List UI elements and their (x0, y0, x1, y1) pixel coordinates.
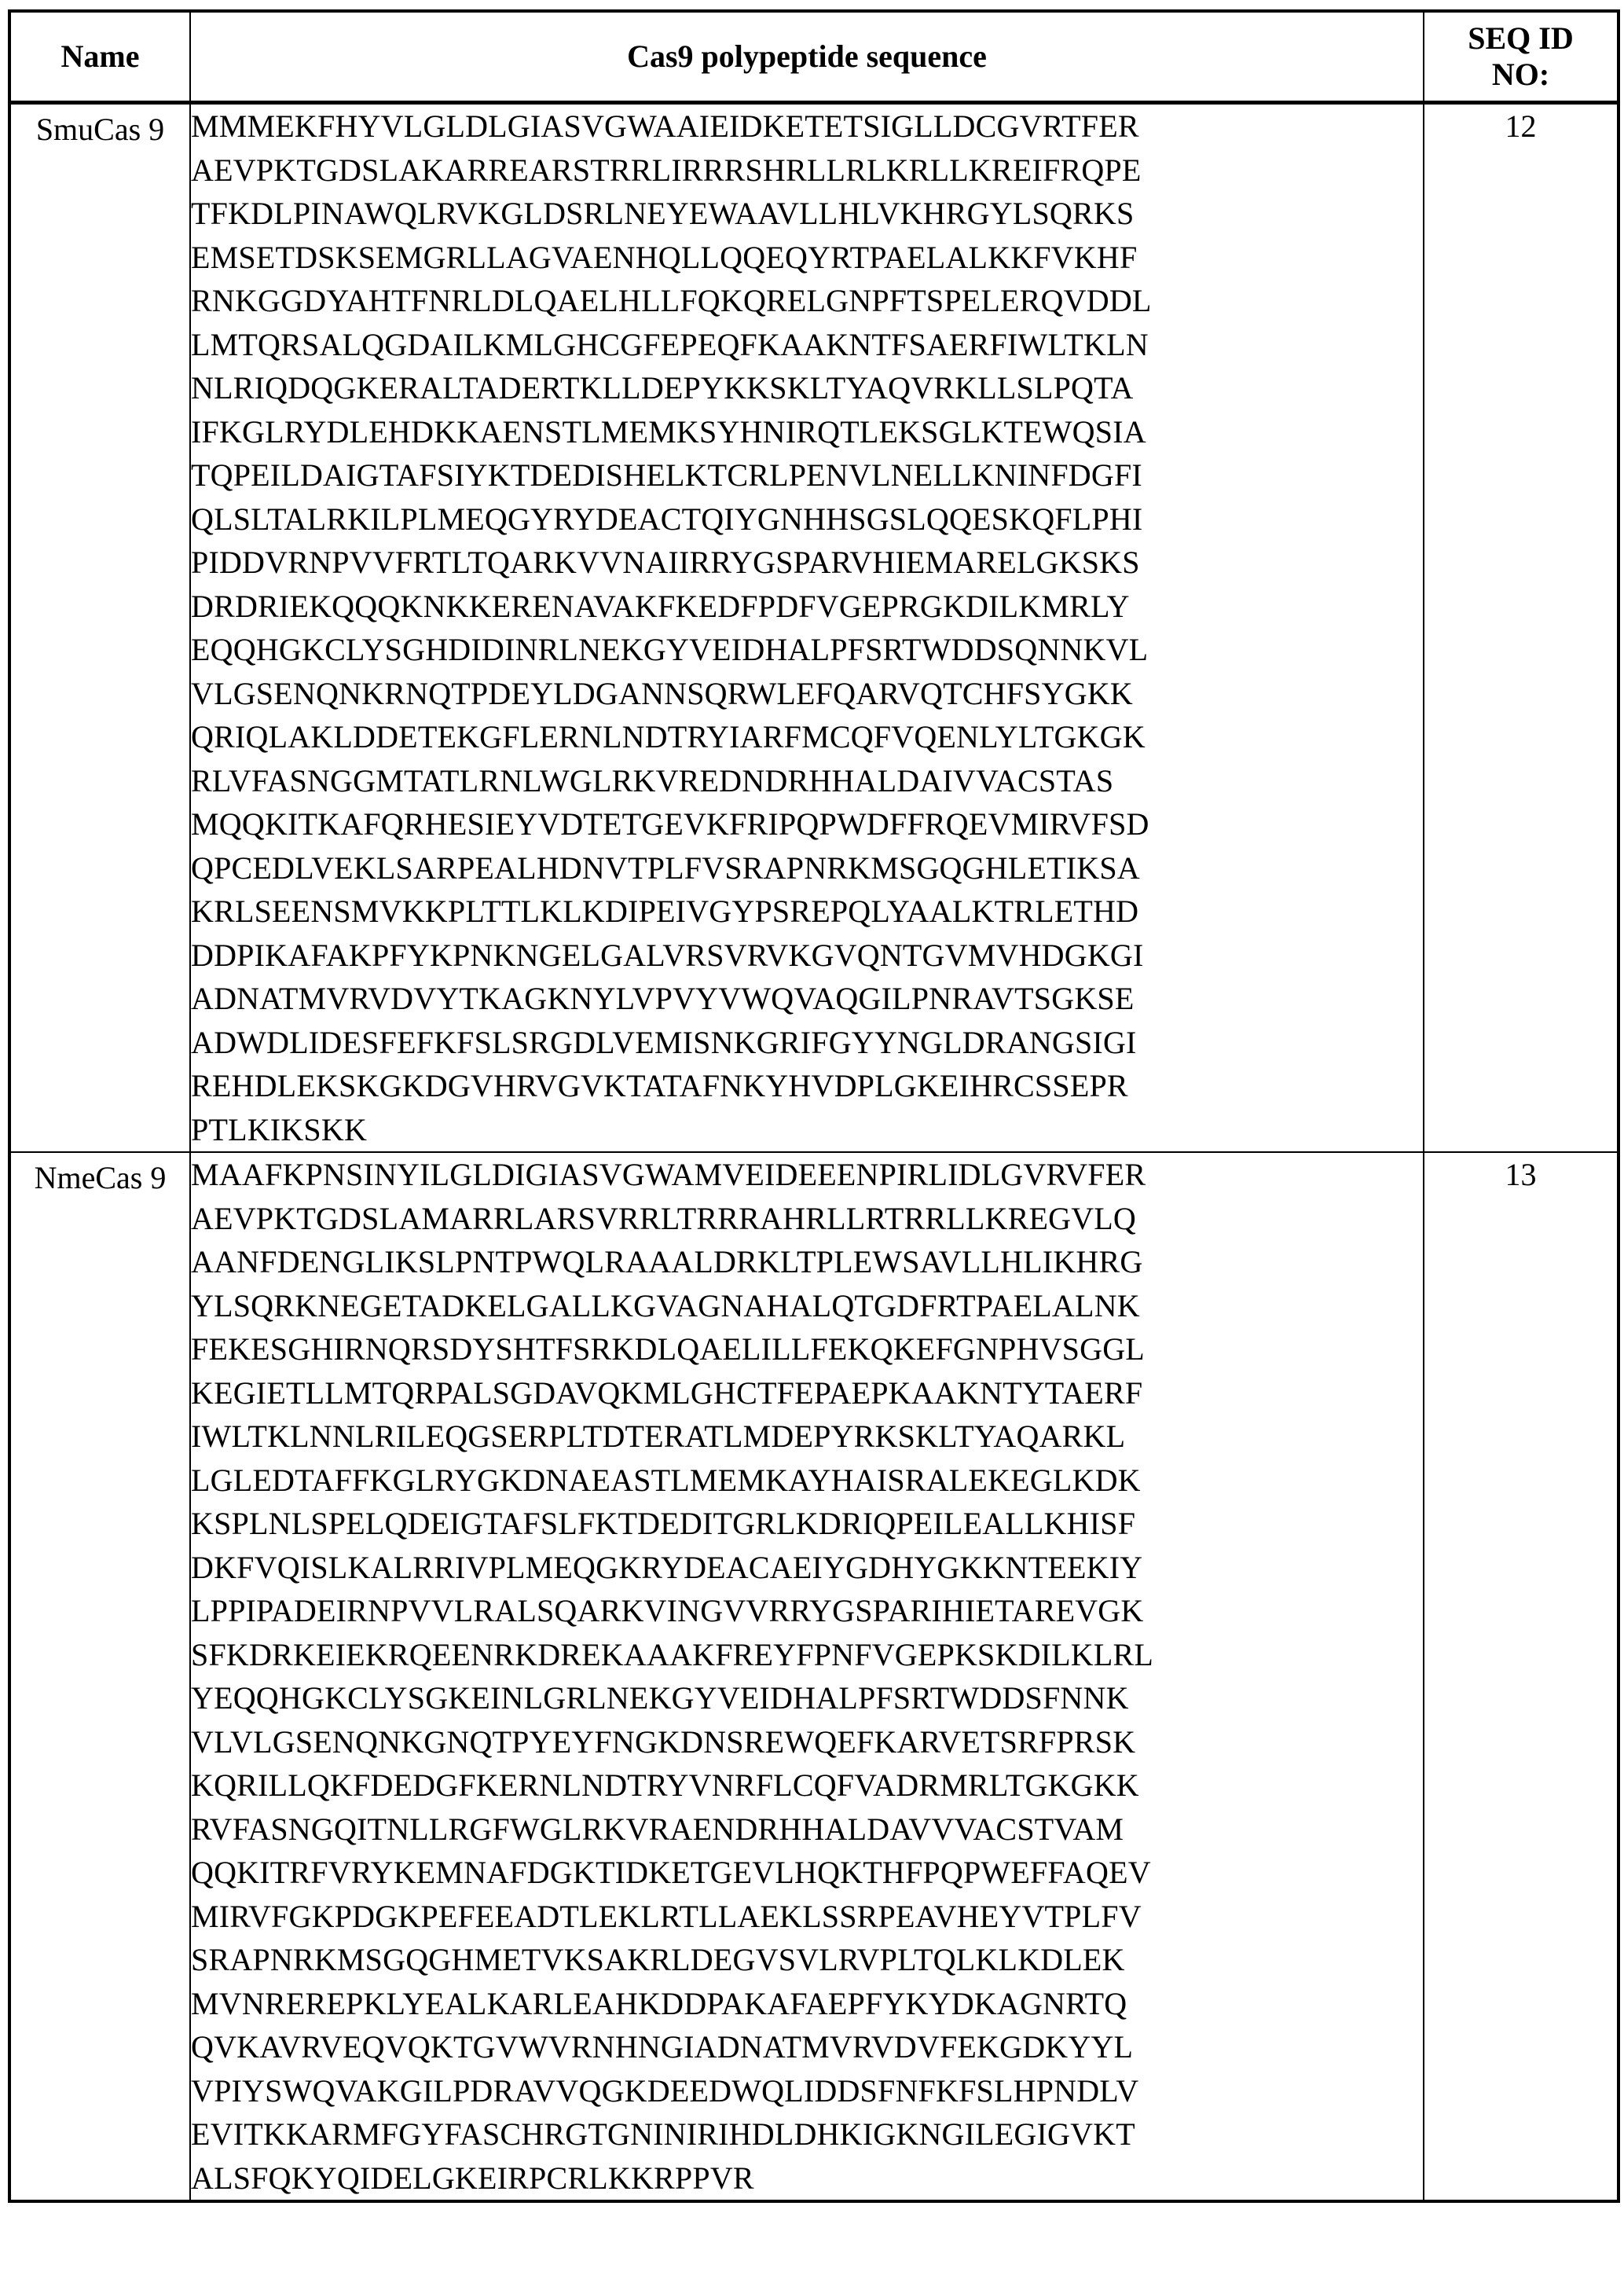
sequence-line: KRLSEENSMVKKPLTTLKLKDIPEIVGYPSREPQLYAALKTRLETHD (191, 894, 1139, 929)
sequence-line: NLRIQDQGKERALTADERTKLLDEPYKKSKLTYAQVRKLLSLPQTA (191, 370, 1134, 406)
sequence-line: QQKITRFVRYKEMNAFDGKTIDKETGEVLHQKTHFPQPWEFFAQEV (191, 1855, 1151, 1890)
sequence-line: DDPIKAFAKPFYKPNKNGELGALVRSVRVKGVQNTGVMVHDGKGI (191, 937, 1144, 973)
sequence-line: QLSLTALRKILPLMEQGYRYDEACTQIYGNHHSGSLQQESKQFLPHI (191, 501, 1143, 537)
sequence-line: AEVPKTGDSLAMARRLARSVRRLTRRRAHRLLRTRRLLKREGVLQ (191, 1200, 1137, 1236)
sequence-line: KSPLNLSPELQDEIGTAFSLFKTDEDITGRLKDRIQPEILEALLKHISF (191, 1506, 1136, 1541)
protein-name: SmuCas 9 (9, 103, 190, 1153)
seq-id-number: 13 (1424, 1152, 1619, 2201)
sequence-line: AANFDENGLIKSLPNTPWQLRAAALDRKLTPLEWSAVLLHLIKHRG (191, 1244, 1143, 1279)
sequence-line: QVKAVRVEQVQKTGVWVRNHNGIADNATMVRVDVFEKGDKYYL (191, 2029, 1134, 2065)
sequence-line: RNKGGDYAHTFNRLDLQAELHLLFQKQRELGNPFTSPELERQVDDL (191, 283, 1152, 318)
sequence-line: YLSQRKNEGETADKELGALLKGVAGNAHALQTGDFRTPAELALNK (191, 1287, 1140, 1323)
sequence-line: DRDRIEKQQQKNKKERENAVAKFKEDFPDFVGEPRGKDILKMRLY (191, 588, 1130, 624)
sequence-line: SFKDRKEIEKRQEENRKDREKAAAKFREYFPNFVGEPKSKDILKLRL (191, 1636, 1154, 1672)
cas9-sequence-table (8, 9, 1620, 2203)
sequence-line: VPIYSWQVAKGILPDRAVVQGKDEEDWQLIDDSFNFKFSLHPNDLV (191, 2072, 1139, 2109)
sequence-line: KQRILLQKFDEDGFKERNLNDTRYVNRFLCQFVADRMRLTGKGKK (191, 1767, 1139, 1803)
sequence-line: EVITKKARMFGYFASCHRGTGNINIRIHDLDHKIGKNGILEGIGVKT (191, 2116, 1135, 2152)
sequence-line: ALSFQKYQIDELGKEIRPCRLKKRPPVR (191, 2160, 754, 2196)
sequence-line: ADNATMVRVDVYTKAGKNYLVPVYVWQVAQGILPNRAVTSGKSE (191, 981, 1135, 1016)
sequence-line: FEKESGHIRNQRSDYSHTFSRKDLQAELILLFEKQKEFGNPHVSGGL (191, 1331, 1145, 1367)
sequence-line: MIRVFGKPDGKPEFEEADTLEKLRTLLAEKLSSRPEAVHEYVTPLFV (191, 1898, 1142, 1934)
header-seq-id: SEQ ID NO: (1424, 11, 1619, 103)
sequence-line: EMSETDSKSEMGRLLAGVAENHQLLQQEQYRTPAELALKKFVKHF (191, 239, 1138, 275)
sequence-line: VLVLGSENQNKGNQTPYEYFNGKDNSREWQEFKARVETSRFPRSK (191, 1723, 1136, 1760)
sequence-line: REHDLEKSKGKDGVHRVGVKTATAFNKYHVDPLGKEIHRCSSEPR (191, 1068, 1128, 1103)
sequence-line: IFKGLRYDLEHDKKAENSTLMEMKSYHNIRQTLEKSGLKTEWQSIA (191, 413, 1146, 450)
sequence-line: PTLKIKSKK (191, 1111, 368, 1147)
protein-name: NmeCas 9 (9, 1152, 190, 2201)
sequence-line: LMTQRSALQGDAILKMLGHCGFEPEQFKAAKNTFSAERFIWLTKLN (191, 326, 1149, 362)
sequence-line: TQPEILDAIGTAFSIYKTDEDISHELKTCRLPENVLNELLKNINFDGFI (191, 457, 1142, 493)
polypeptide-sequence (190, 103, 1424, 1153)
sequence-line: EQQHGKCLYSGHDIDINRLNEKGYVEIDHALPFSRTWDDSQNNKVL (191, 632, 1149, 667)
sequence-line: TFKDLPINAWQLRVKGLDSRLNEYEWAAVLLHLVKHRGYLSQRKS (191, 196, 1135, 231)
sequence-line: YEQQHGKCLYSGKEINLGRLNEKGYVEIDHALPFSRTWDDSFNNK (191, 1680, 1129, 1716)
table-row (9, 103, 1619, 1153)
sequence-line: QPCEDLVEKLSARPEALHDNVTPLFVSRAPNRKMSGQGHLETIKSA (191, 850, 1140, 886)
sequence-line: LPPIPADEIRNPVVLRALSQARKVINGVVRRYGSPARIHIETAREVGK (191, 1593, 1144, 1628)
sequence-line: DKFVQISLKALRRIVPLMEQGKRYDEACAEIYGDHYGKKNTEEKIY (191, 1549, 1143, 1585)
sequence-line: MVNREREPKLYEALKARLEAHKDDPAKAFAEPFYKYDKAGNRTQ (191, 1985, 1127, 2021)
sequence-line: ADWDLIDESFEFKFSLSRGDLVEMISNKGRIFGYYNGLDRANGSIGI (191, 1024, 1137, 1060)
sequence-line: SRAPNRKMSGQGHMETVKSAKRLDEGVSVLRVPLTQLKLKDLEK (191, 1942, 1125, 1977)
polypeptide-sequence (190, 1152, 1424, 2201)
sequence-line: RVFASNGQITNLLRGFWGLRKVRAENDRHHALDAVVVACSTVAM (191, 1811, 1124, 1847)
sequence-line: KEGIETLLMTQRPALSGDAVQKMLGHCTFEPAEPKAAKNTYTAERF (191, 1375, 1143, 1411)
sequence-line: LGLEDTAFFKGLRYGKDNAEASTLMEMKAYHAISRALEKEGLKDK (191, 1462, 1141, 1498)
seq-id-number: 12 (1424, 103, 1619, 1153)
sequence-line: RLVFASNGGMTATLRNLWGLRKVREDNDRHHALDAIVVACSTAS (191, 762, 1114, 798)
table-row (9, 1152, 1619, 2201)
sequence-line: IWLTKLNNLRILEQGSERPLTDTERATLMDEPYRKSKLTYAQARKL (191, 1419, 1126, 1454)
sequence-line: QRIQLAKLDDETEKGFLERNLNDTRYIARFMCQFVQENLYLTGKGK (191, 719, 1146, 754)
sequence-line: MQQKITKAFQRHESIEYVDTETGEVKFRIPQPWDFFRQEVMIRVFSD (191, 806, 1149, 842)
sequence-line: MAAFKPNSINYILGLDIGIASVGWAMVEIDEEENPIRLIDLGVRVFER (191, 1157, 1146, 1192)
header-name: Name (9, 11, 190, 103)
sequence-line: MMMEKFHYVLGLDLGIASVGWAAIEIDKETETSIGLLDCGVRTFER (191, 108, 1139, 144)
sequence-line: VLGSENQNKRNQTPDEYLDGANNSQRWLEFQARVQTCHFSYGKK (191, 675, 1133, 711)
sequence-line: AEVPKTGDSLAKARREARSTRRLIRRRSHRLLRLKRLLKREIFRQPE (191, 152, 1142, 188)
header-sequence: Cas9 polypeptide sequence (190, 11, 1424, 103)
sequence-line: PIDDVRNPVVFRTLTQARKVVNAIIRRYGSPARVHIEMARELGKSKS (191, 545, 1140, 580)
header-row (9, 11, 1619, 103)
